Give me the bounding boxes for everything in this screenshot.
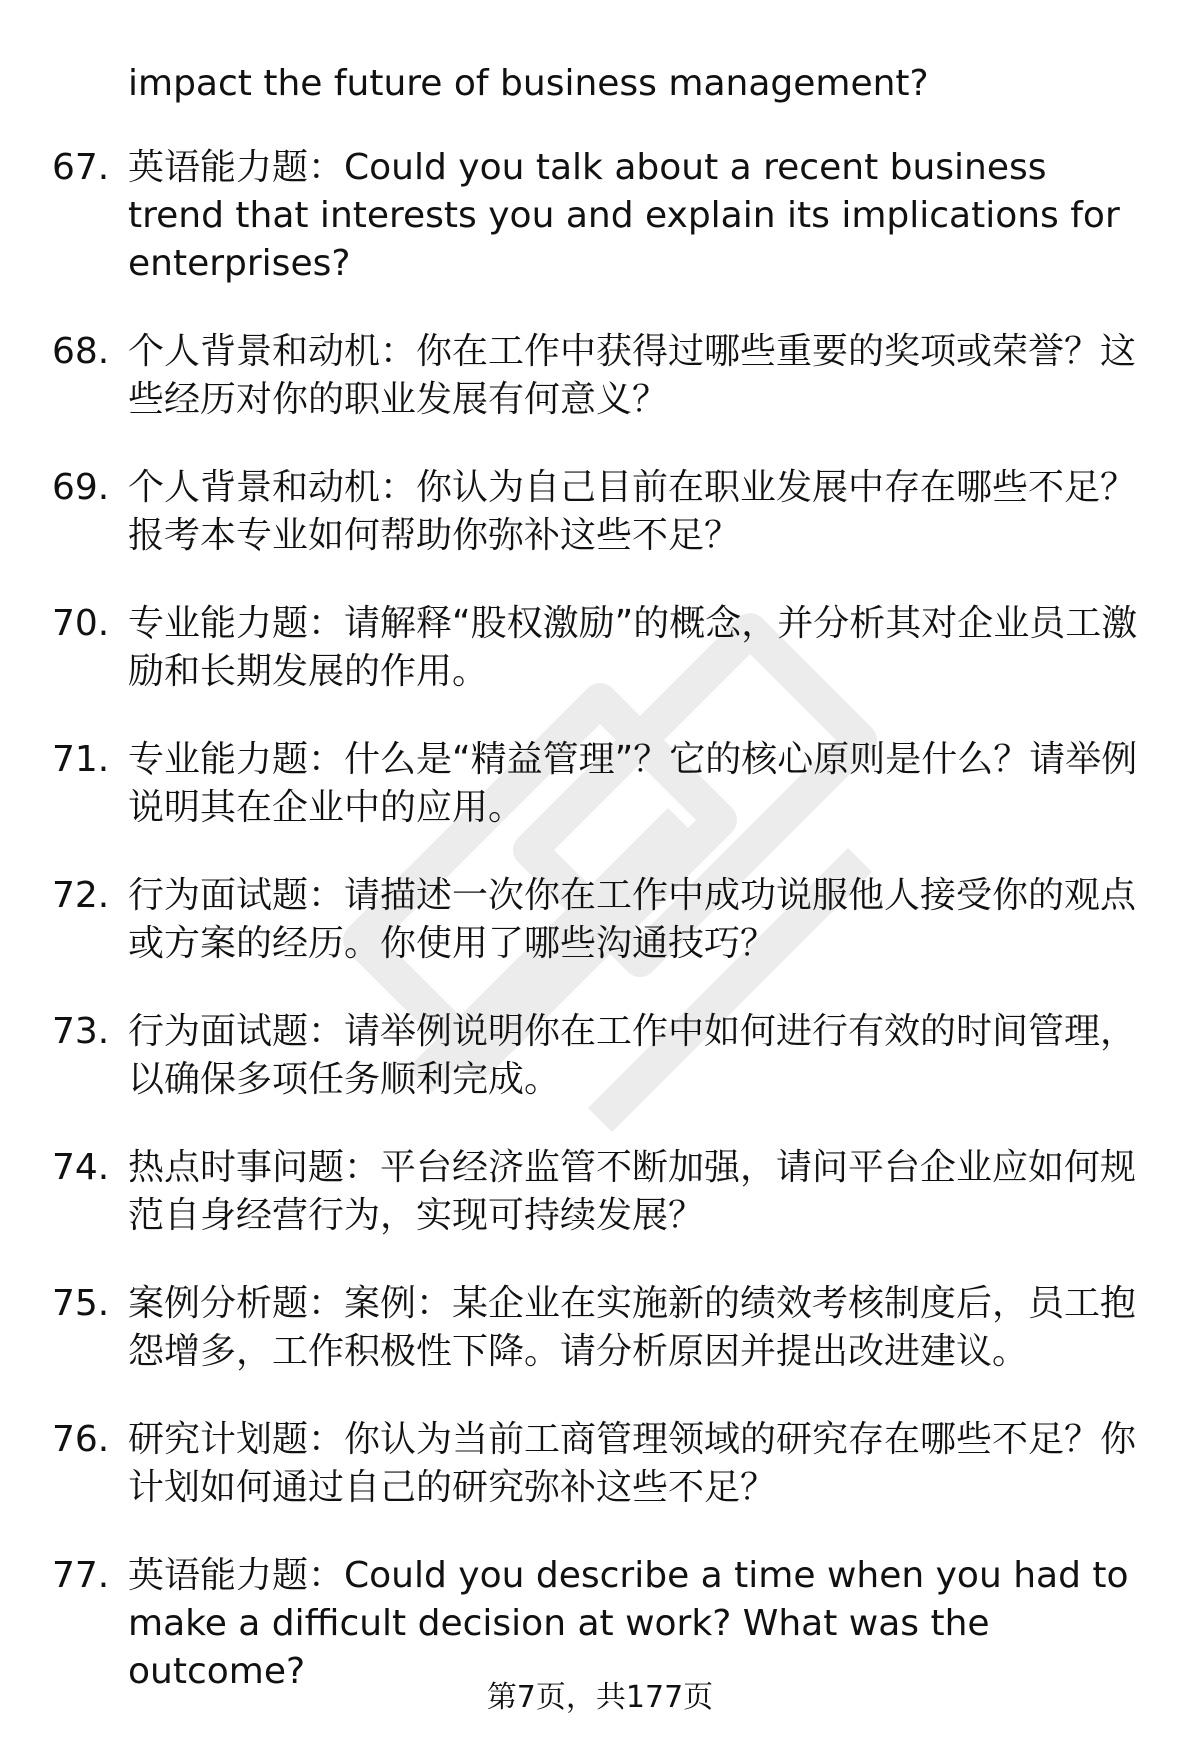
- question-text: 行为面试题：请举例说明你在工作中如何进行有效的时间管理，以确保多项任务顺利完成。: [128, 1011, 1137, 1100]
- question-list: [0, 144, 1200, 1692]
- question-text: 专业能力题：什么是“精益管理”？它的核心原则是什么？请举例说明其在企业中的应用。: [128, 739, 1138, 828]
- list-item: [0, 1552, 1200, 1692]
- list-item: [0, 1416, 1200, 1512]
- question-number: 76.: [52, 1419, 110, 1460]
- list-item: [0, 328, 1200, 424]
- question-text: 专业能力题：请解释“股权激励”的概念，并分析其对企业员工激励和长期发展的作用。: [128, 603, 1138, 692]
- question-number: 69.: [52, 467, 110, 508]
- question-number: 77.: [52, 1555, 110, 1596]
- list-item: [0, 600, 1200, 696]
- question-text: 英语能力题：Could you describe a time when you had to make a difficult decision at work? What was the outcome?: [128, 1555, 1129, 1692]
- question-number: 73.: [52, 1011, 110, 1052]
- list-item: [0, 1008, 1200, 1104]
- question-text: 英语能力题：Could you talk about a recent business trend that interests you and explain its implications for enterprises?: [128, 147, 1120, 284]
- question-number: 74.: [52, 1147, 110, 1188]
- question-number: 71.: [52, 739, 110, 780]
- page-footer: 第7页，共177页: [486, 1680, 714, 1715]
- list-item: [0, 1144, 1200, 1240]
- question-text: 案例分析题：案例：某企业在实施新的绩效考核制度后，员工抱怨增多，工作积极性下降。请分析原因并提出改进建议。: [128, 1283, 1137, 1372]
- list-item: [0, 1280, 1200, 1376]
- question-text: 热点时事问题：平台经济监管不断加强，请问平台企业应如何规范自身经营行为，实现可持续发展？: [128, 1147, 1137, 1236]
- question-number: 72.: [52, 875, 110, 916]
- question-text: 个人背景和动机：你在工作中获得过哪些重要的奖项或荣誉？这些经历对你的职业发展有何意义？: [128, 331, 1137, 420]
- question-number: 67.: [52, 147, 110, 188]
- list-item: [0, 464, 1200, 560]
- list-item: [0, 736, 1200, 832]
- list-item: [0, 144, 1200, 288]
- continuation-text: impact the future of business management?: [128, 63, 929, 104]
- question-number: 70.: [52, 603, 110, 644]
- question-text: 个人背景和动机：你认为自己目前在职业发展中存在哪些不足？报考本专业如何帮助你弥补这些不足？: [128, 467, 1137, 556]
- question-text: 行为面试题：请描述一次你在工作中成功说服他人接受你的观点或方案的经历。你使用了哪些沟通技巧？: [128, 875, 1137, 964]
- question-text: 研究计划题：你认为当前工商管理领域的研究存在哪些不足？你计划如何通过自己的研究弥补这些不足？: [128, 1419, 1137, 1508]
- question-number: 68.: [52, 331, 110, 372]
- list-item: [0, 872, 1200, 968]
- question-number: 75.: [52, 1283, 110, 1324]
